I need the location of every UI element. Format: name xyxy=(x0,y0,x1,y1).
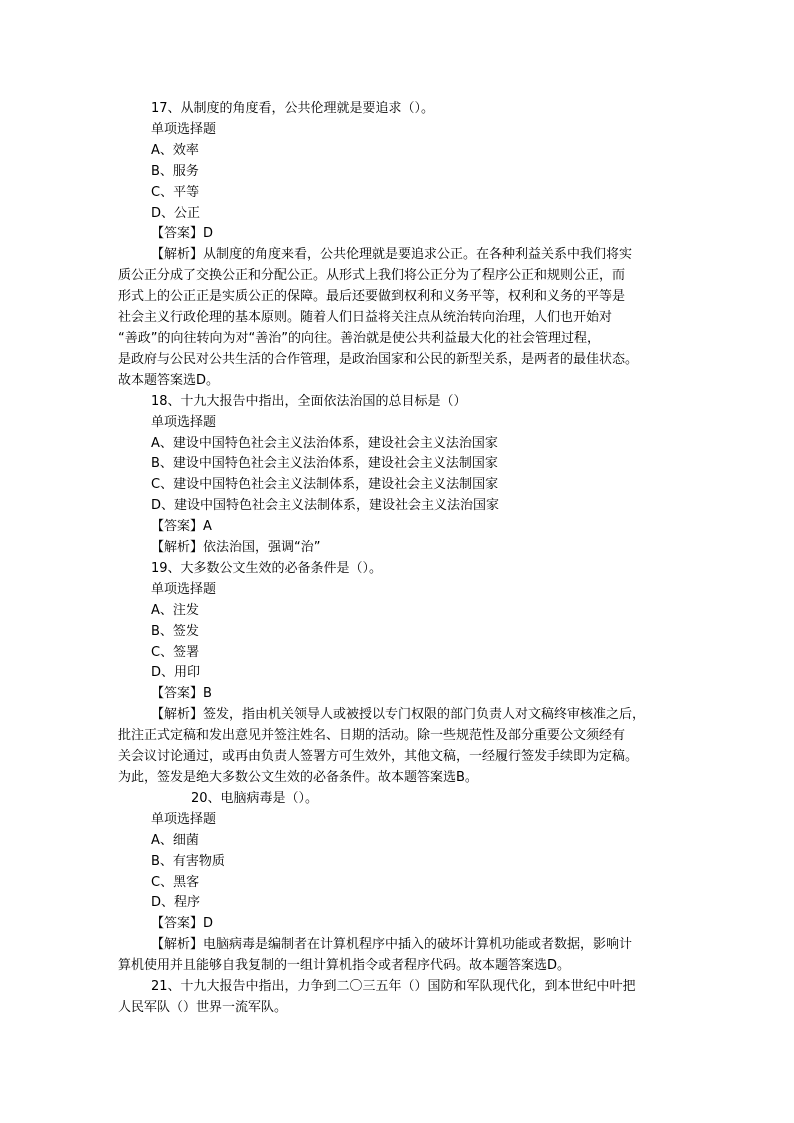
question-17-option-b: B、服务 xyxy=(151,163,199,179)
analysis-label: 【解析】 xyxy=(151,247,204,263)
question-20-analysis-line-1 xyxy=(118,935,682,956)
question-19-type: 单项选择题 xyxy=(151,581,217,597)
question-21-text-line-2: 人民军队（）世界一流军队。 xyxy=(118,999,288,1015)
question-17-analysis-line-7: 故本题答案选D。 xyxy=(118,372,220,388)
question-20-option-c: C、黑客 xyxy=(151,874,200,890)
analysis-text: 签发，指由机关领导人或被授以专门权限的部门负责人对文稿终审核准之后， xyxy=(203,707,646,723)
analysis-label: 【解析】 xyxy=(151,707,204,723)
question-17-text: 17、从制度的角度看，公共伦理就是要追求（）。 xyxy=(151,101,435,116)
question-18-analysis-line-1 xyxy=(118,538,682,559)
question-18-text: 18、十九大报告中指出，全面依法治国的总目标是（） xyxy=(151,393,467,409)
question-19-option-c: C、签署 xyxy=(151,644,200,660)
question-20-option-d: D、程序 xyxy=(151,895,201,911)
question-17-analysis-line-1 xyxy=(118,245,682,266)
question-20-option-b: B、有害物质 xyxy=(151,853,225,869)
question-18-option-b: B、建设中国特色社会主义法治体系，建设社会主义法制国家 xyxy=(151,456,498,472)
question-18-option-a: A、建设中国特色社会主义法治体系，建设社会主义法治国家 xyxy=(151,435,498,451)
question-20-analysis-line-2: 算机使用并且能够自我复制的一组计算机指令或者程序代码。故本题答案选D。 xyxy=(118,958,571,974)
question-19-analysis-line-1 xyxy=(118,705,682,726)
question-17-type: 单项选择题 xyxy=(151,121,217,137)
question-17-analysis-line-6: 是政府与公民对公共生活的合作管理，是政治国家和公民的新型关系，是两者的最佳状态。 xyxy=(118,351,639,367)
question-19-text: 19、大多数公文生效的必备条件是（）。 xyxy=(151,560,383,576)
question-17-analysis-line-2: 质公正分成了交换公正和分配公正。从形式上我们将公正分为了程序公正和规则公正，而 xyxy=(118,268,626,284)
question-17-option-a: A、效率 xyxy=(151,142,199,158)
question-20-type: 单项选择题 xyxy=(151,811,217,827)
question-18-option-c: C、建设中国特色社会主义法制体系，建设社会主义法制国家 xyxy=(151,477,499,493)
question-18-type: 单项选择题 xyxy=(151,414,217,430)
analysis-label: 【解析】 xyxy=(151,937,204,953)
question-17-answer: 【答案】D xyxy=(151,226,214,242)
analysis-text: 依法治国，强调“治” xyxy=(203,540,321,556)
analysis-label: 【解析】 xyxy=(151,540,204,556)
question-17-option-d: D、公正 xyxy=(151,205,201,221)
analysis-text: 从制度的角度来看，公共伦理就是要追求公正。在各种利益关系中我们将实 xyxy=(203,247,633,263)
question-19-answer: 【答案】B xyxy=(151,686,212,702)
question-17-analysis-line-5: “善政”的向往转向为对“善治”的向往。善治就是使公共利益最大化的社会管理过程， xyxy=(118,330,600,346)
question-19-analysis-line-4: 为此，签发是绝大多数公文生效的必备条件。故本题答案选B。 xyxy=(118,770,478,785)
question-19-option-a: A、注发 xyxy=(151,602,199,618)
question-21-text-line-1: 21、十九大报告中指出，力争到二〇三五年（）国防和军队现代化，到本世纪中叶把 xyxy=(151,979,636,995)
analysis-text: 电脑病毒是编制者在计算机程序中插入的破坏计算机功能或者数据，影响计 xyxy=(203,937,633,953)
question-17-option-c: C、平等 xyxy=(151,184,200,200)
question-20-text: 20、电脑病毒是（）。 xyxy=(191,790,319,806)
question-19-option-d: D、用印 xyxy=(151,665,201,681)
question-18-option-d: D、建设中国特色社会主义法制体系，建设社会主义法治国家 xyxy=(151,498,500,514)
question-17-analysis-line-3: 形式上的公正正是实质公正的保障。最后还要做到权利和义务平等，权利和义务的平等是 xyxy=(118,289,626,305)
question-19-option-b: B、签发 xyxy=(151,623,199,639)
question-19-analysis-line-3: 关会议讨论通过，或再由负责人签署方可生效外，其他文稿，一经履行签发手续即为定稿。 xyxy=(118,749,639,765)
question-19-analysis-line-2: 批注正式定稿和发出意见并签注姓名、日期的活动。除一些规范性及部分重要公文须经有 xyxy=(118,728,626,744)
question-18-answer: 【答案】A xyxy=(151,519,212,535)
question-20-option-a: A、细菌 xyxy=(151,832,199,848)
question-17-analysis-line-4: 社会主义行政伦理的基本原则。随着人们日益将关注点从统治转向治理，人们也开始对 xyxy=(118,310,613,326)
question-20-answer: 【答案】D xyxy=(151,916,214,932)
question-list xyxy=(118,99,682,1019)
